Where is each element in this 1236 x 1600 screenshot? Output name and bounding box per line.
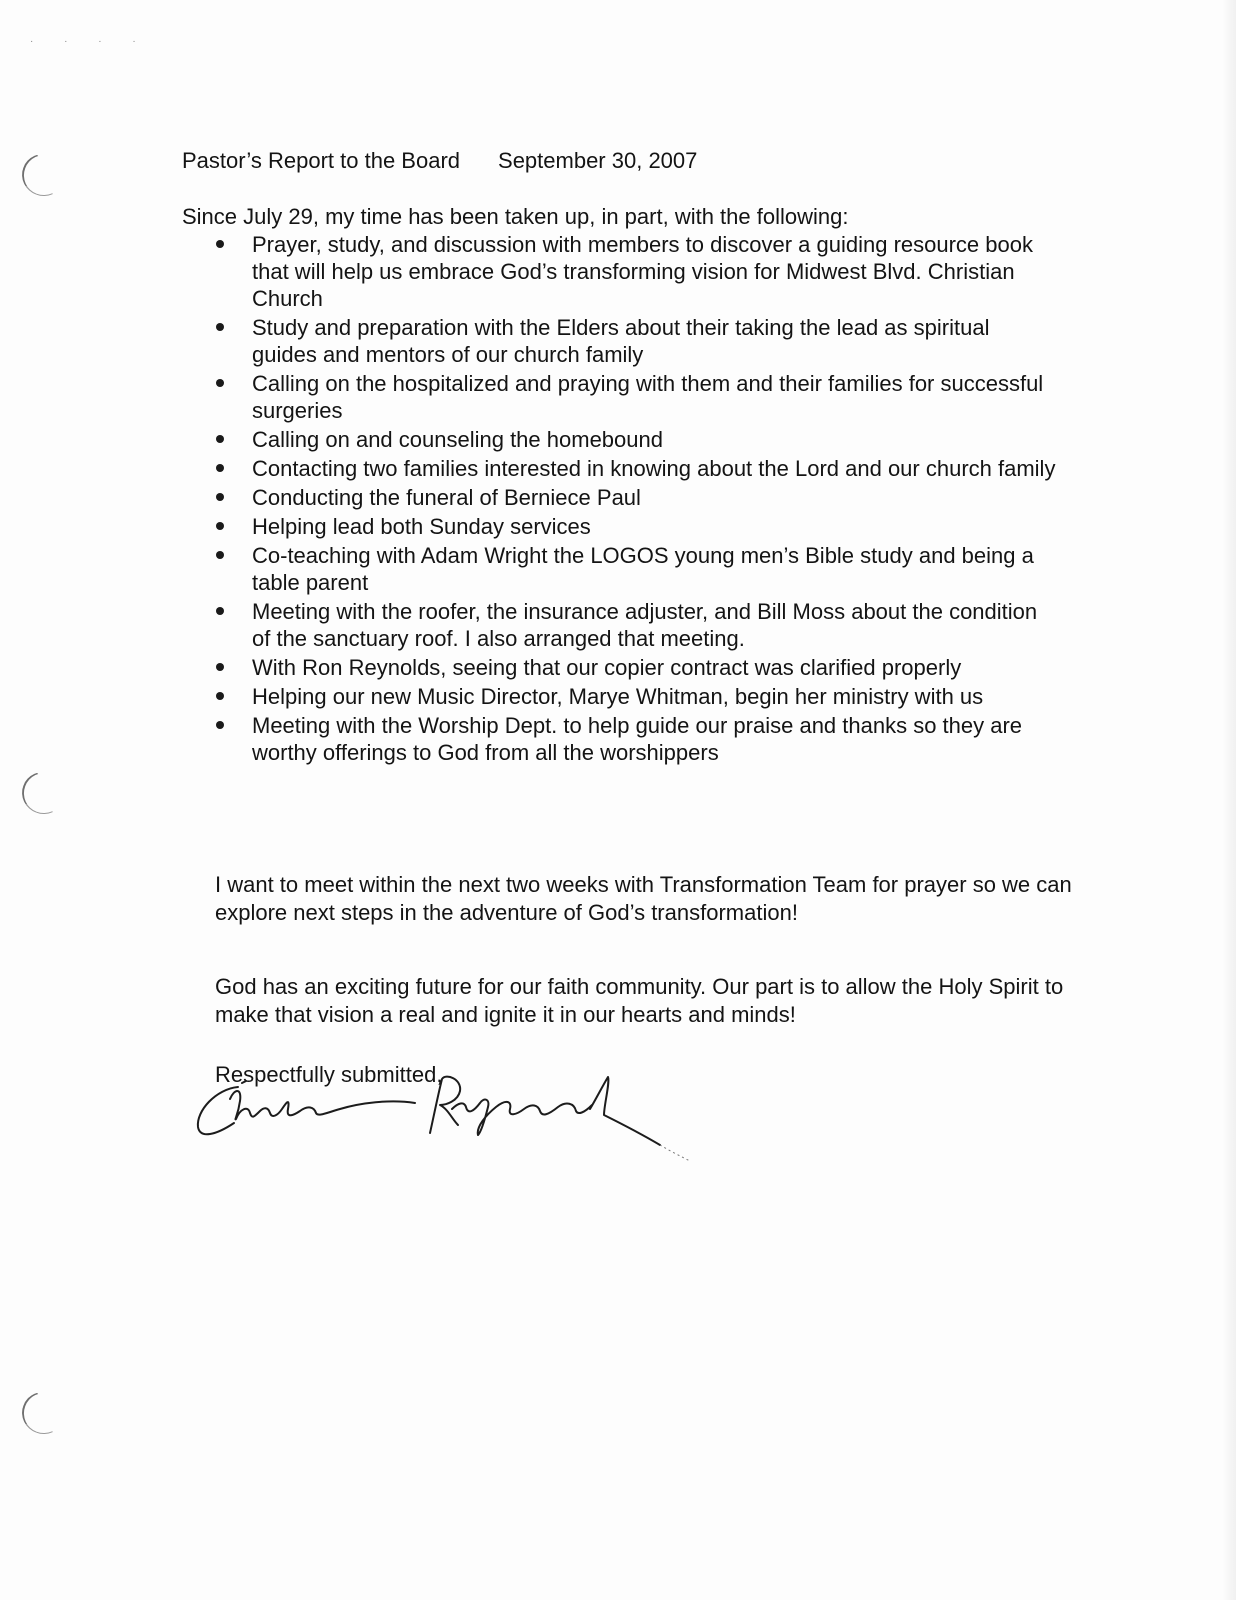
bullet-icon: [216, 721, 224, 729]
page-edge-shadow: [1222, 0, 1236, 1600]
bullet-icon: [216, 435, 224, 443]
bullet-icon: [216, 493, 224, 501]
bullet-icon: [216, 663, 224, 671]
list-item: With Ron Reynolds, seeing that our copier contract was clarified properly: [206, 654, 1056, 681]
report-header: [182, 146, 697, 176]
bullet-icon: [216, 240, 224, 248]
binder-hole-icon: [16, 766, 71, 820]
bullet-icon: [216, 522, 224, 530]
list-item: Contacting two families interested in knowing about the Lord and our church family: [206, 455, 1056, 482]
report-title: Pastor’s Report to the Board: [182, 148, 461, 173]
bullet-icon: [216, 323, 224, 331]
bullet-icon: [216, 464, 224, 472]
bullet-icon: [216, 551, 224, 559]
future-paragraph: God has an exciting future for our faith community. Our part is to allow the Holy Spirit to make that vision a real and ignite it in our hearts and minds!: [215, 974, 1064, 1027]
intro-text: Since July 29, my time has been taken up, in part, with the following:: [182, 204, 849, 229]
bullet-icon: [216, 692, 224, 700]
list-item: Meeting with the Worship Dept. to help guide our praise and thanks so they are worthy offerings to God from all the worshippers: [206, 712, 1056, 766]
list-item: Meeting with the roofer, the insurance adjuster, and Bill Moss about the condition of the sanctuary roof. I also arranged that meeting.: [206, 598, 1056, 652]
activity-list: [206, 231, 1056, 768]
list-item: Helping our new Music Director, Marye Whitman, begin her ministry with us: [206, 683, 1056, 710]
binder-hole-icon: [16, 148, 71, 202]
list-item: Prayer, study, and discussion with members to discover a guiding resource book that will help us embrace God’s transforming vision for Midwest Blvd. Christian Church: [206, 231, 1056, 312]
list-item: Helping lead both Sunday services: [206, 513, 1056, 540]
list-item: Conducting the funeral of Berniece Paul: [206, 484, 1056, 511]
bullet-icon: [216, 379, 224, 387]
transformation-paragraph: I want to meet within the next two weeks with Transformation Team for prayer so we can explore next steps in the adventure of God’s transformation!: [215, 872, 1072, 925]
closing-text: Respectfully submitted,: [215, 1062, 443, 1087]
report-date: September 30, 2007: [498, 148, 698, 173]
list-item: Study and preparation with the Elders about their taking the lead as spiritual guides and mentors of our church family: [206, 314, 1056, 368]
handwritten-signature-icon: [190, 1075, 700, 1185]
list-item: Calling on and counseling the homebound: [206, 426, 1056, 453]
list-item: Co-teaching with Adam Wright the LOGOS young men’s Bible study and being a table parent: [206, 542, 1056, 596]
scan-specks: · · · ·: [30, 36, 150, 47]
bullet-icon: [216, 607, 224, 615]
binder-hole-icon: [16, 1386, 71, 1440]
list-item: Calling on the hospitalized and praying with them and their families for successful surgeries: [206, 370, 1056, 424]
